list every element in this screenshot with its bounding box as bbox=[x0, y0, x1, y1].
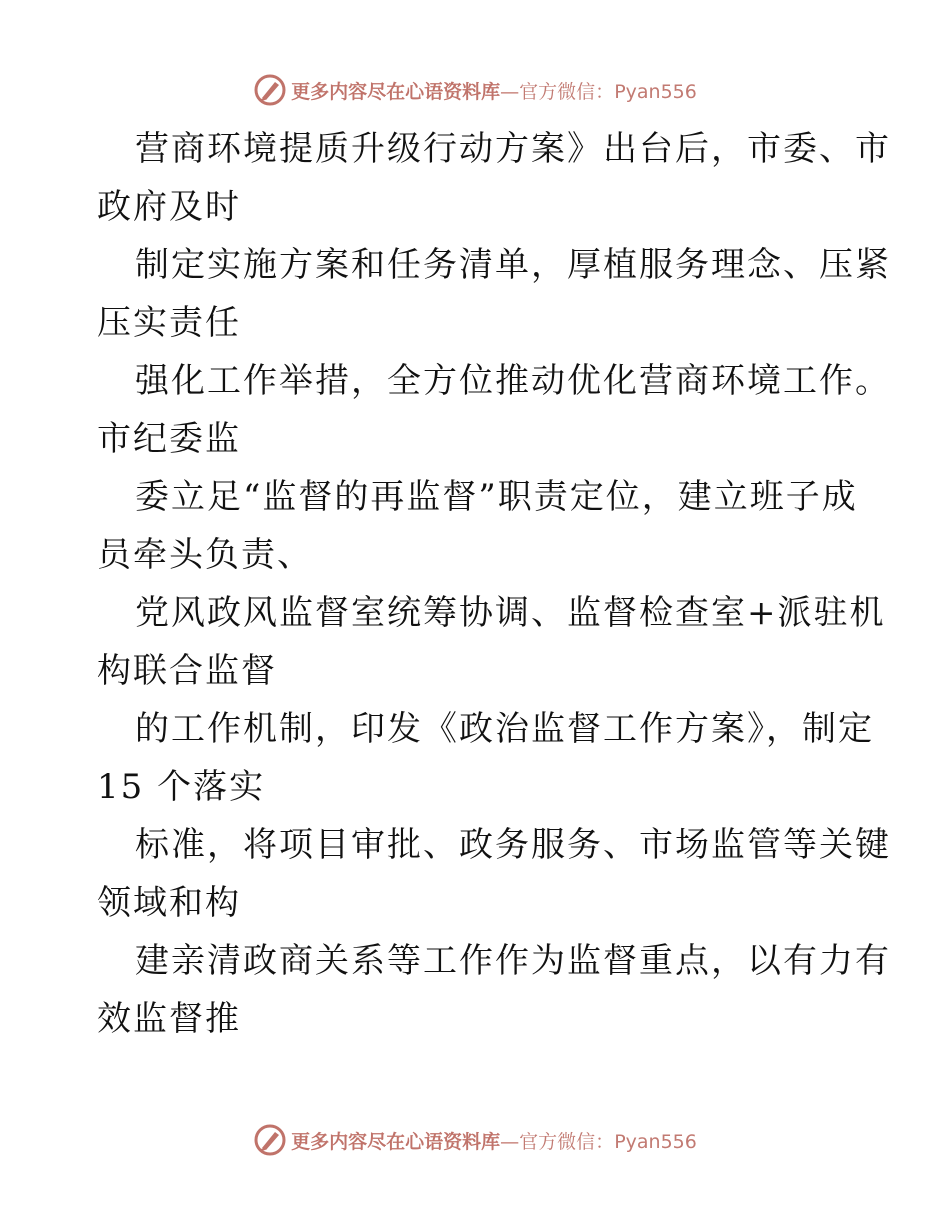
banner-sub: 官方微信： bbox=[519, 80, 615, 103]
paragraph bbox=[97, 352, 891, 468]
paragraph-line: 压实责任 bbox=[97, 303, 241, 343]
paragraph-line: 市纪委监 bbox=[97, 419, 241, 459]
paragraph bbox=[97, 700, 874, 816]
banner-sub: 官方微信： bbox=[519, 1130, 615, 1153]
header-banner bbox=[0, 70, 950, 110]
paragraph bbox=[97, 932, 891, 1048]
paragraph bbox=[97, 468, 857, 584]
banner-separator: — bbox=[500, 1130, 520, 1153]
banner-text bbox=[291, 77, 697, 104]
banner-main: 更多内容尽在心语资料库 bbox=[291, 1130, 501, 1153]
paragraph-line: 党风政风监督室统筹协调、监督检查室+派驻机 bbox=[135, 593, 886, 633]
paragraph-line: 15 个落实 bbox=[97, 767, 266, 807]
paragraph-line: 营商环境提质升级行动方案》出台后，市委、市 bbox=[135, 129, 891, 169]
paragraph-line: 构联合监督 bbox=[97, 651, 277, 691]
paragraph bbox=[97, 816, 891, 932]
paragraph-line: 强化工作举措，全方位推动优化营商环境工作。 bbox=[135, 361, 891, 401]
paragraph-line: 员牵头负责、 bbox=[97, 535, 313, 575]
document-body bbox=[97, 120, 891, 1048]
paragraph bbox=[97, 236, 891, 352]
paragraph-line: 委立足“监督的再监督”职责定位，建立班子成 bbox=[135, 477, 858, 517]
banner-main: 更多内容尽在心语资料库 bbox=[291, 80, 501, 103]
paragraph-line: 制定实施方案和任务清单，厚植服务理念、压紧 bbox=[135, 245, 891, 285]
quill-logo-icon bbox=[253, 73, 287, 107]
paragraph-line: 政府及时 bbox=[97, 187, 241, 227]
paragraph-line: 效监督推 bbox=[97, 999, 241, 1039]
paragraph-line: 标准，将项目审批、政务服务、市场监管等关键 bbox=[135, 825, 891, 865]
banner-wechat-id: Pyan556 bbox=[614, 1130, 697, 1153]
banner-wechat-id: Pyan556 bbox=[614, 80, 697, 103]
banner-separator: — bbox=[500, 80, 520, 103]
paragraph-line: 的工作机制，印发《政治监督工作方案》，制定 bbox=[135, 709, 874, 749]
paragraph bbox=[97, 584, 886, 700]
paragraph bbox=[97, 120, 891, 236]
footer-banner bbox=[0, 1120, 950, 1160]
quill-logo-icon bbox=[253, 1123, 287, 1157]
banner-text bbox=[291, 1127, 697, 1154]
paragraph-line: 领域和构 bbox=[97, 883, 241, 923]
paragraph-line: 建亲清政商关系等工作作为监督重点，以有力有 bbox=[135, 941, 891, 981]
